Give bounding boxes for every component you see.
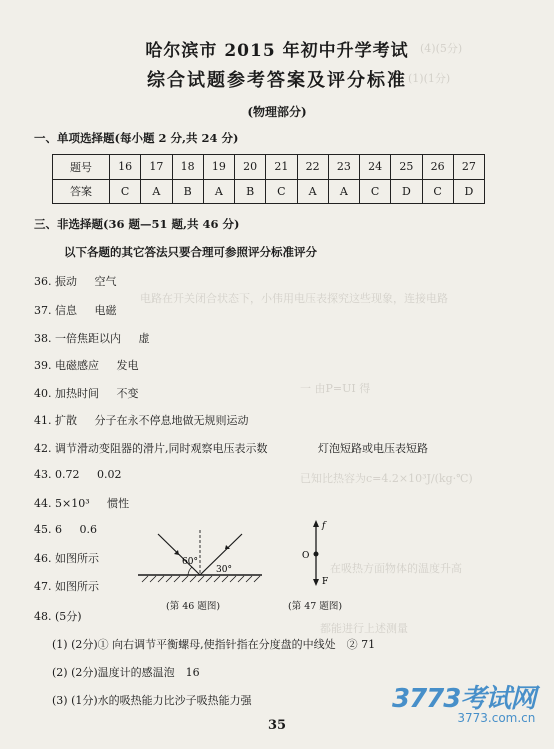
answer-table-answer-row: [53, 179, 485, 204]
answer-part: 电磁: [94, 304, 117, 317]
answer-line: [34, 412, 249, 428]
answer-number: 37.: [34, 304, 52, 317]
answer-part: 分子在永不停息地做无规则运动: [94, 414, 249, 427]
part-label: (物理部分): [247, 105, 307, 119]
figure46-caption: (第 46 题图): [166, 601, 221, 612]
answer-cell: A: [141, 179, 172, 204]
angle-label: 30°: [216, 565, 232, 575]
answer-number: 45.: [34, 523, 52, 536]
answer-part: 5×10³: [55, 497, 90, 510]
watermark-logo: [392, 678, 535, 725]
question-number: 21: [266, 155, 297, 180]
question-number: 17: [141, 155, 172, 180]
answer-cell: C: [360, 179, 391, 204]
answer-line: [34, 523, 97, 536]
force-label-f: f: [322, 521, 326, 531]
question-number: 27: [453, 155, 484, 180]
question-number: 24: [360, 155, 391, 180]
question-number: 20: [235, 155, 266, 180]
answer-number: 43.: [34, 468, 52, 481]
question-number: 22: [297, 155, 328, 180]
answer-line: [34, 495, 129, 511]
answer-table-number-row: [53, 155, 485, 180]
answer-part-right: 灯泡短路或电压表短路: [318, 442, 428, 455]
point-label-o: O: [302, 551, 310, 561]
answer-number: 40.: [34, 387, 52, 400]
bleed-through-text: 已知比热容为c=4.2×10³J/(kg·℃): [300, 472, 473, 485]
answer-part: 扩散: [55, 414, 77, 427]
answer-part: 不变: [116, 387, 139, 400]
answer-cell: C: [422, 179, 453, 204]
document-title: 哈尔滨市 2015 年初中升学考试: [145, 41, 409, 61]
watermark-brand: 3773考试网: [392, 684, 536, 714]
answer-cell: C: [110, 179, 141, 204]
force-label-F: F: [322, 577, 329, 587]
answer-cell: A: [328, 179, 359, 204]
page-number: 35: [267, 718, 287, 733]
answer-cell: B: [235, 179, 266, 204]
q48-item: (1) (2分)① 向右调节平衡螺母,使指针指在分度盘的中线处 ② 71: [52, 638, 376, 651]
answer-part: 0.02: [97, 468, 122, 481]
figure47-caption: (第 47 题图): [288, 601, 343, 612]
answer-cell: B: [172, 179, 203, 204]
answer-part: 调节滑动变阻器的滑片,同时观察电压表示数: [55, 442, 268, 455]
answer-number: 42.: [34, 442, 52, 455]
reflection-diagram: [130, 520, 270, 590]
answer-line: [34, 385, 139, 401]
answer-part: 0.72: [55, 468, 80, 481]
answer-number: 39.: [34, 359, 52, 372]
answer-part: 振动: [55, 275, 77, 288]
scoring-note: 以下各题的其它答法只要合理可参照评分标准评分: [64, 245, 317, 259]
document-subtitle: 综合试题参考答案及评分标准: [147, 70, 407, 91]
bleed-through-text: 都能进行上述测量: [320, 622, 408, 635]
row-label: 答案: [53, 179, 110, 204]
question-number: 26: [422, 155, 453, 180]
answer-line: [34, 357, 139, 373]
question-number: 18: [172, 155, 203, 180]
bleed-through-text: 电路在开关闭合状态下，小伟用电压表探究这些现象，连接电路: [140, 292, 448, 305]
answer-number: 38.: [34, 332, 52, 345]
answer-part: 虚: [138, 332, 150, 345]
question-number: 25: [391, 155, 422, 180]
answer-cell: D: [453, 179, 484, 204]
answer-line: [34, 273, 117, 289]
bleed-through-text: (1)(1分): [408, 72, 451, 85]
answer-number: 46.: [34, 552, 52, 565]
answer-part: 加热时间: [55, 387, 99, 400]
force-diagram: [296, 518, 336, 590]
bleed-through-text: 一 由P=UI 得: [300, 382, 371, 395]
answer-part: 发电: [116, 359, 139, 372]
question-number: 19: [203, 155, 234, 180]
answer-line: [34, 440, 268, 456]
answer-number: 47.: [34, 580, 52, 593]
bleed-through-text: 在吸热方面物体的温度升高: [330, 562, 462, 575]
answer-part: 如图所示: [55, 552, 99, 565]
answer-cell: A: [203, 179, 234, 204]
answer-cell: A: [297, 179, 328, 204]
answer-line: [34, 578, 99, 594]
answer-number: 44.: [34, 497, 52, 510]
watermark-url: 3773.com.cn: [457, 711, 536, 725]
answer-line: [34, 468, 122, 481]
q48-item: (2) (2分)温度计的感温泡 16: [52, 666, 200, 679]
answer-line: [34, 550, 99, 566]
answer-cell: C: [266, 179, 297, 204]
answer-line: [34, 302, 117, 318]
angle-label: 60°: [182, 557, 198, 567]
question-number: 16: [110, 155, 141, 180]
section3-heading: 三、非选择题(36 题—51 题,共 46 分): [34, 217, 240, 231]
answer-part: 空气: [94, 275, 117, 288]
bleed-through-text: (4)(5分): [420, 42, 463, 55]
answer-part: 电磁感应: [55, 359, 99, 372]
answer-number: 41.: [34, 414, 52, 427]
q48-heading: 48. (5分): [34, 610, 82, 623]
answer-number: 36.: [34, 275, 52, 288]
row-label: 题号: [53, 155, 110, 180]
answer-part: 0.6: [79, 523, 97, 536]
question-number: 23: [328, 155, 359, 180]
q48-item: (3) (1分)水的吸热能力比沙子吸热能力强: [52, 694, 252, 707]
answer-part: 6: [55, 523, 62, 536]
answer-cell: D: [391, 179, 422, 204]
section1-heading: 一、单项选择题(每小题 2 分,共 24 分): [34, 131, 239, 145]
answer-table: [52, 154, 485, 204]
answer-part: 一倍焦距以内: [55, 332, 121, 345]
answer-part: 信息: [55, 304, 77, 317]
answer-line: [34, 330, 150, 346]
answer-part: 如图所示: [55, 580, 99, 593]
answer-part: 惯性: [107, 497, 130, 510]
